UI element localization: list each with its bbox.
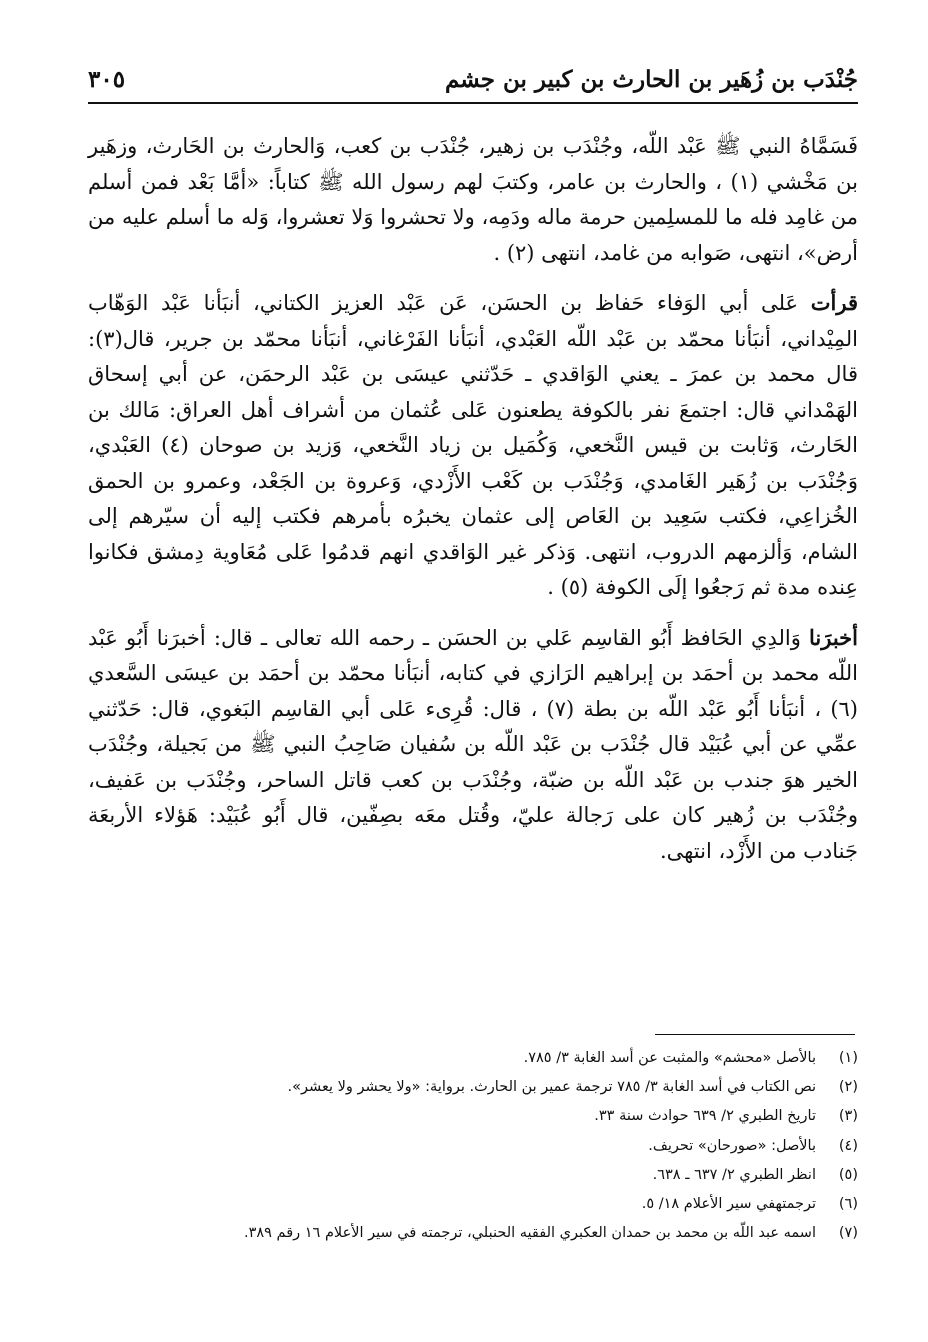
paragraph-text: عَلى أبي الوَفاء حَفاظ بن الحسَن، عَن عَبْد العزيز الكتاني، أنبَأنا عَبْد الوَهّاب المِيْداني، أنبَأنا محمّد بن عَبْد اللّه العَبْدي، أنبَأنا الفَرْغاني، أنبَأنا محمّد بن جرير، قال(٣): قال محمد بن عمرَ ـ يعني الوَاقدي ـ حَدّثني عيسَى بن عَبْد الرحمَن، عن أبي إسحاق الهَمْداني قال: اجتمعَ نفر بالكوفة يطعنون عَلى عُثمان من أشراف أهل العراق: مَالك بن الحَارث، وَثابت بن قيس النَّخعي، وَكُمَيل بن زياد النَّخعي، وَزيد بن صوحان (٤) العَبْدي، وَجُنْدَب بن زُهَير الغَامدي، وَجُنْدَب بن كَعْب الأَزْدي، وَعروة بن الجَعْد، وعمرو بن الحمق الخُزاعِي، فكتب سَعِيد بن العَاص إلى عثمان يخبرُه بأمرهم فكتب إليه أن سيّرهم إلى الشام، وَألزمهم الدروب، انتهى. وَذكر غير الوَاقدي انهم قدمُوا عَلى مُعَاوية دِمشق فكانوا عِنده مدة ثم رَجعُوا إلَى الكوفة (٥) . [88,291,859,599]
footnote-number: (٦) [838,1196,858,1213]
footnote-text: انظر الطبري ٢/ ٦٣٧ ـ ٦٣٨. [652,1166,816,1183]
footnote [120,1161,858,1190]
footnote-number: (٧) [838,1225,858,1242]
footnote-divider [655,1034,855,1035]
footnote [120,1102,858,1131]
running-title: جُنْدَب بن زُهَير بن الحارث بن كبير بن جشم [444,66,858,93]
footnote-number: (٤) [838,1137,858,1154]
page-header [88,62,858,104]
footnote-text: ترجمتهفي سير الأعلام ١٨/ ٥. [641,1196,816,1213]
footnote-text: بالأصل «محشم» والمثبت عن أسد الغابة ٣/ ٧٨٥. [523,1050,816,1066]
footnote-text: تاريخ الطبري ٢/ ٦٣٩ حوادث سنة ٣٣. [594,1108,816,1125]
footnote [120,1219,858,1248]
paragraph-text: وَالدِي الحَافظ أَبُو القاسِم عَلي بن الحسَن ـ رحمه الله تعالى ـ قال: أخبرَنا أَبُو عَبْد اللّه محمد بن أحمَد بن إبراهيم الرَازي في كتابه، أنبَأنا محمّد بن أحمَد بن عيسَى السَّعدي (٦) ، أنبَأنا أَبُو عَبْد اللّه بن بطة (٧) ، قال: قُرِىء عَلى أبي القاسِم البَغوي، قال: حَدّثني عمِّي عن أبي عُبَيْد قال جُنْدَب بن عَبْد اللّه بن سُفيان صَاحِبُ النبي ﷺ من بَجيلة، وجُنْدَب الخير هوَ جندب بن عَبْد اللّه بن ضبّة، وجُنْدَب بن كعب قاتل الساحر، وجُنْدَب بن عَفيف، وجُنْدَب بن زُهير كان على رَجالة عليّ، وقُتل معَه بصِفّين، قال أَبُو عُبَيْد: هَؤلاء الأربعَة جَنادب من الأَزْد، انتهى. [88,625,858,863]
footnote-text: نص الكتاب في أسد الغابة ٣/ ٧٨٥ ترجمة عمير بن الحارث. برواية: «ولا يحشر ولا يعشر». [287,1079,816,1096]
footnote-text: بالأصل: «صورحان» تحريف. [648,1137,816,1154]
footnote [120,1132,858,1161]
paragraph-lead-word: أخبرَنا [809,624,858,650]
footnote-number: (٢) [838,1079,858,1096]
footnote [120,1044,858,1073]
paragraph-lead-word: قرأت [810,290,858,315]
paragraph [88,620,858,870]
footnote-number: (٣) [838,1108,858,1125]
footnote-text: اسمه عبد اللّه بن محمد بن حمدان العكبري الفقيه الحنبلي، ترجمته في سير الأعلام ١٦ رقم ٣٨٩. [243,1225,816,1242]
footnote [120,1190,858,1219]
main-text [88,128,858,883]
paragraph-text: فَسَمَّاهُ النبي ﷺ عَبْد اللّه، وجُنْدَب بن زهير، جُنْدَب بن كعب، وَالحارث بن الحَارث، وزهَير بن مَخْشي (١) ، والحارث بن عامر، وكتبَ لهم رسول الله ﷺ كتاباً: «أمَّا بَعْد فمن أسلم من غامِد فله ما للمسلِمين حرمة ماله ودَمِه، ولا تحشروا وَلا تعشروا، وَله ما أسلم عليه من أرض»، انتهى، صَوابه من غامد، انتهى (٢) . [88,134,858,265]
footnote-number: (٥) [838,1166,858,1183]
footnote-number: (١) [838,1050,858,1066]
footnote [120,1073,858,1102]
footnotes [120,1044,858,1248]
paragraph [88,285,858,606]
page-number: ٣٠٥ [88,66,126,93]
paragraph [88,128,858,271]
